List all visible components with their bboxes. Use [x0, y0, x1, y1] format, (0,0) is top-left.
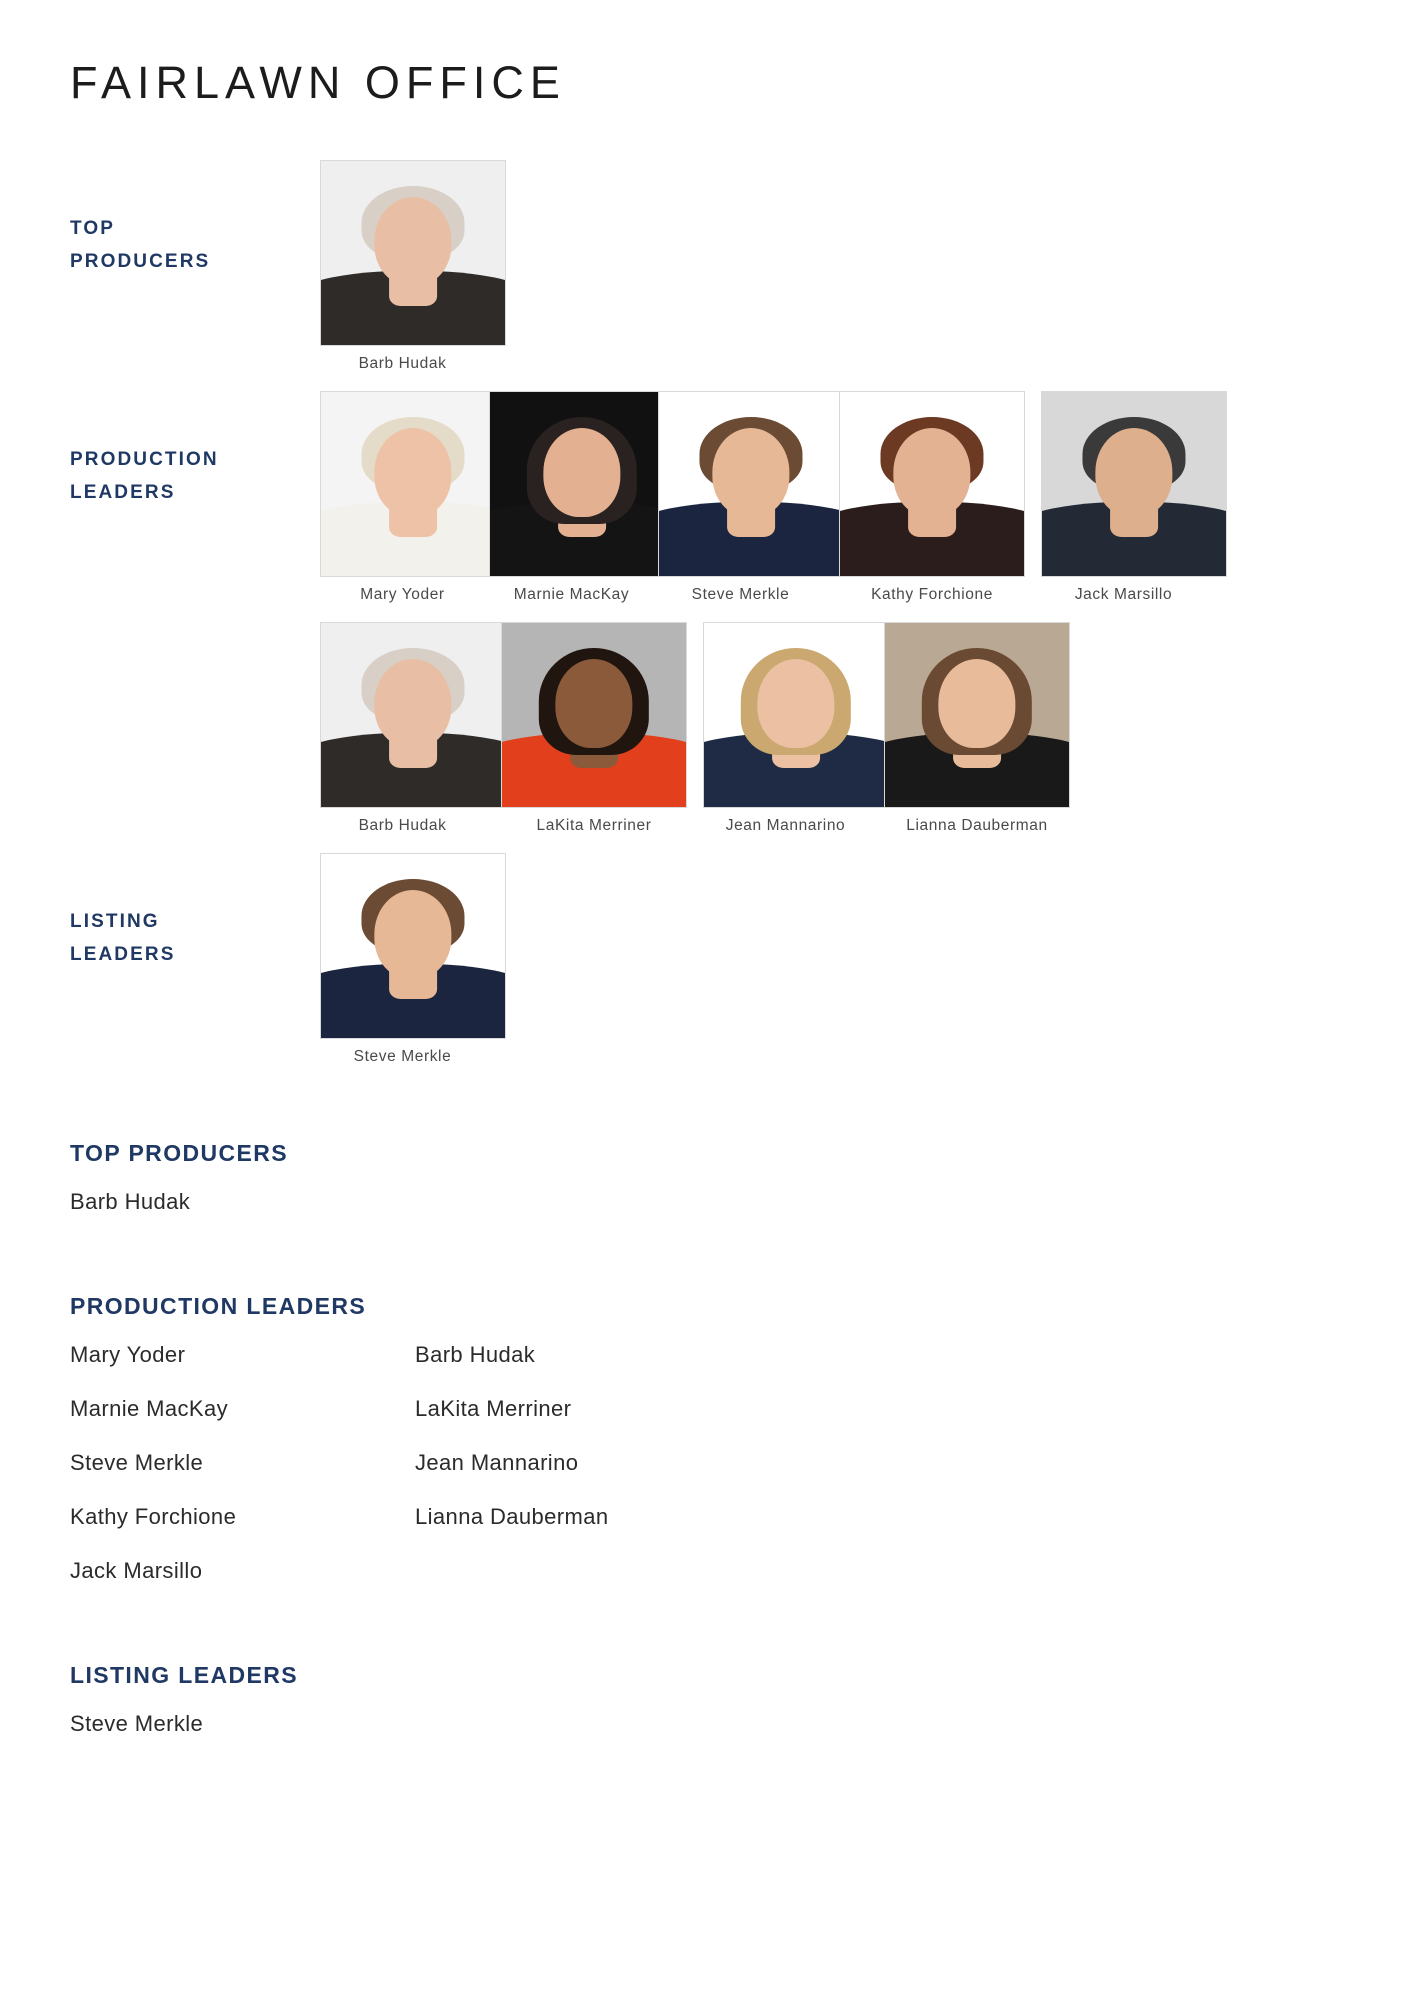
list-heading: TOP PRODUCERS: [70, 1139, 289, 1166]
list-item: Barb Hudak: [70, 1188, 191, 1214]
names-column: [415, 1342, 760, 1612]
names-grid: [70, 1342, 1344, 1612]
headshot-photo: [501, 622, 687, 808]
photo-row: [70, 622, 1344, 853]
list-heading: PRODUCTION LEADERS: [70, 1292, 367, 1319]
headshot-photo: [703, 622, 889, 808]
section-label-continued: [70, 622, 320, 674]
photo-card: [872, 622, 1082, 835]
names-grid: [70, 1189, 1344, 1243]
section-label-line: TOP: [70, 217, 116, 239]
section-label-line: LISTING: [70, 910, 160, 932]
photo-card-group: [320, 391, 1210, 622]
headshot-photo: [839, 391, 1025, 577]
photo-card: [320, 853, 485, 1066]
photo-card: [658, 391, 823, 604]
photo-caption-name: Kathy Forchione: [871, 585, 993, 603]
photo-row: [70, 853, 1344, 1084]
names-grid: [70, 1711, 1344, 1765]
list-item: Steve Merkle: [70, 1449, 204, 1475]
photo-caption-name: Mary Yoder: [360, 585, 445, 603]
headshot-photo: [1041, 391, 1227, 577]
photo-caption-name: Barb Hudak: [358, 354, 447, 372]
headshot-photo: [658, 391, 844, 577]
photo-caption-name: Lianna Dauberman: [906, 816, 1048, 834]
list-item: Barb Hudak: [415, 1341, 536, 1367]
list-item: Jack Marsillo: [70, 1557, 203, 1583]
photo-card-group: [320, 160, 489, 391]
headshot-photo: [320, 391, 506, 577]
photo-card: [320, 160, 485, 373]
list-item: Kathy Forchione: [70, 1503, 237, 1529]
photo-card-group: [320, 853, 489, 1084]
photo-card: [703, 622, 868, 835]
photo-card: [320, 391, 485, 604]
section-label-primary: [70, 853, 320, 972]
section-label-line: PRODUCTION: [70, 448, 219, 470]
list-item: Marnie MacKay: [70, 1395, 229, 1421]
list-item: Lianna Dauberman: [415, 1503, 609, 1529]
headshot-photo: [489, 391, 675, 577]
names-column: [70, 1711, 415, 1765]
photo-card: [320, 622, 485, 835]
names-column: [70, 1189, 415, 1243]
photo-card: [489, 391, 654, 604]
photo-caption-name: LaKita Merriner: [536, 816, 652, 834]
list-item: Steve Merkle: [70, 1710, 204, 1736]
photo-card: [827, 391, 1037, 604]
section-label-primary: [70, 391, 320, 510]
headshot-photo: [884, 622, 1070, 808]
photo-row: [70, 160, 1344, 391]
names-column: [70, 1342, 415, 1612]
photo-caption-name: Steve Merkle: [691, 585, 790, 603]
headshot-photo: [320, 622, 506, 808]
photo-caption-name: Jack Marsillo: [1074, 585, 1173, 603]
headshot-photo: [320, 853, 506, 1039]
name-lists: [70, 1140, 1344, 1765]
photo-caption-name: Steve Merkle: [353, 1047, 452, 1065]
photo-row: [70, 391, 1344, 622]
page-title: FAIRLAWN OFFICE: [70, 57, 566, 108]
photo-gallery: [70, 160, 1344, 1084]
section-label-primary: [70, 160, 320, 279]
photo-caption-name: Marnie MacKay: [513, 585, 630, 603]
photo-card: [1041, 391, 1206, 604]
list-heading: LISTING LEADERS: [70, 1661, 299, 1688]
list-item: LaKita Merriner: [415, 1395, 572, 1421]
photo-card-group: [320, 622, 1086, 853]
section-label-line: LEADERS: [70, 943, 176, 965]
photo-card: [489, 622, 699, 835]
list-item: Jean Mannarino: [415, 1449, 579, 1475]
section-label-line: PRODUCERS: [70, 250, 211, 272]
list-item: Mary Yoder: [70, 1341, 186, 1367]
photo-caption-name: Jean Mannarino: [725, 816, 846, 834]
headshot-photo: [320, 160, 506, 346]
photo-caption-name: Barb Hudak: [358, 816, 447, 834]
section-label-line: LEADERS: [70, 481, 176, 503]
